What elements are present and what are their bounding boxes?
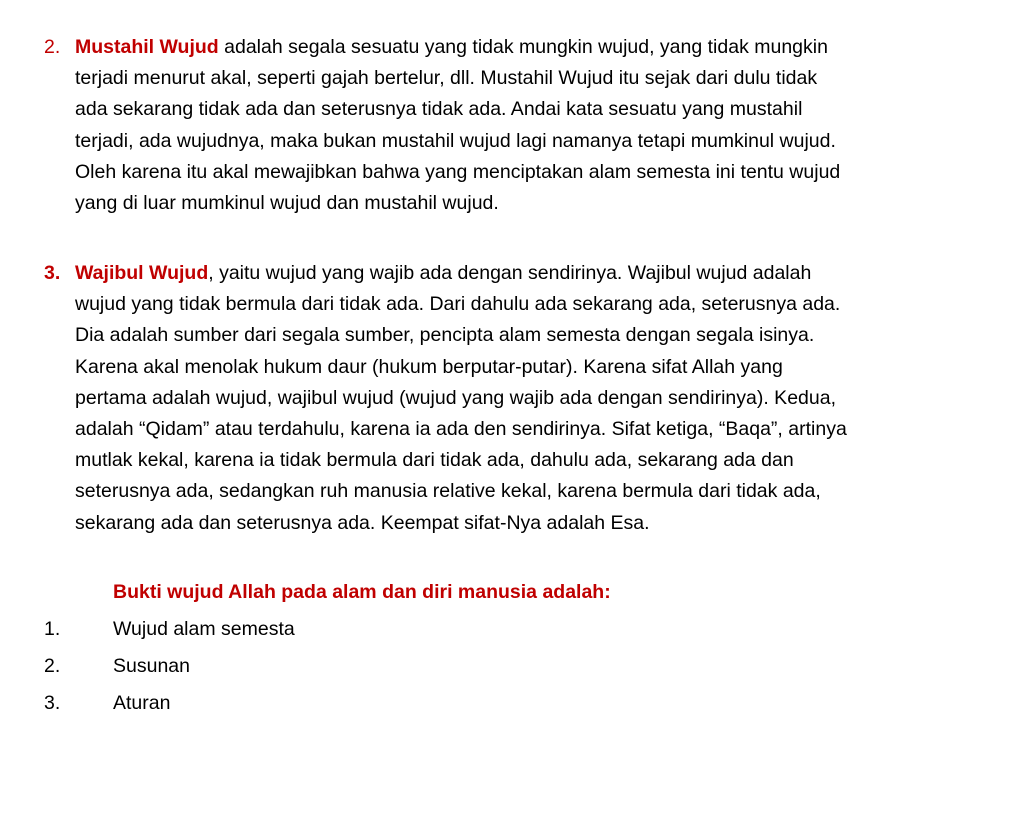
item-line — [75, 32, 1009, 63]
proof-item-number: 2. — [44, 655, 61, 677]
list-item-mustahil-wujud — [44, 32, 1009, 219]
proof-item-text: Wujud alam semesta — [113, 618, 295, 640]
item-line: sekarang ada dan seterusnya ada. Keempat sifat-Nya adalah Esa. — [75, 511, 650, 534]
item-line-text: adalah segala sesuatu yang tidak mungkin wujud, yang tidak mungkin — [218, 36, 828, 58]
proof-item-text: Aturan — [113, 692, 171, 714]
item-line — [75, 258, 1009, 289]
item-term: Mustahil Wujud — [75, 36, 219, 58]
item-line: Oleh karena itu akal mewajibkan bahwa yang menciptakan alam semesta ini tentu wujud — [75, 160, 841, 183]
item-line: adalah “Qidam” atau terdahulu, karena ia ada den sendirinya. Sifat ketiga, “Baqa”, artinya — [75, 418, 847, 441]
item-number: 3. — [44, 262, 61, 284]
item-body — [75, 32, 1009, 219]
item-line: pertama adalah wujud, wajibul wujud (wujud yang wajib ada dengan sendirinya). Kedua, — [75, 386, 836, 409]
item-line: Dia adalah sumber dari segala sumber, pencipta alam semesta dengan segala isinya. — [75, 324, 815, 347]
item-line: seterusnya ada, sedangkan ruh manusia relative kekal, karena bermula dari tidak ada, — [75, 480, 821, 503]
proof-item-number: 1. — [44, 618, 61, 640]
item-line: yang di luar mumkinul wujud dan mustahil wujud. — [75, 192, 499, 215]
item-line: terjadi, ada wujudnya, maka bukan mustahil wujud lagi namanya tetapi mumkinul wujud. — [75, 129, 836, 152]
proof-item-number: 3. — [44, 692, 61, 714]
proof-heading: Bukti wujud Allah pada alam dan diri manusia adalah: — [113, 581, 611, 603]
item-line: Karena akal menolak hukum daur (hukum berputar-putar). Karena sifat Allah yang — [75, 355, 783, 378]
item-line: ada sekarang tidak ada dan seterusnya tidak ada. Andai kata sesuatu yang mustahil — [75, 98, 803, 121]
item-line-text: , yaitu wujud yang wajib ada dengan sendirinya. Wajibul wujud adalah — [208, 262, 812, 284]
item-body — [75, 258, 1009, 539]
item-line: mutlak kekal, karena ia tidak bermula dari tidak ada, dahulu ada, sekarang ada dan — [75, 449, 794, 472]
item-term: Wajibul Wujud — [75, 262, 209, 284]
item-line: terjadi menurut akal, seperti gajah bertelur, dll. Mustahil Wujud itu sejak dari dulu tidak — [75, 67, 818, 90]
proof-item-text: Susunan — [113, 655, 190, 677]
item-line: wujud yang tidak bermula dari tidak ada. Dari dahulu ada sekarang ada, seterusnya ada. — [75, 293, 841, 316]
list-item-wajibul-wujud — [44, 258, 1009, 539]
item-number: 2. — [44, 36, 61, 58]
